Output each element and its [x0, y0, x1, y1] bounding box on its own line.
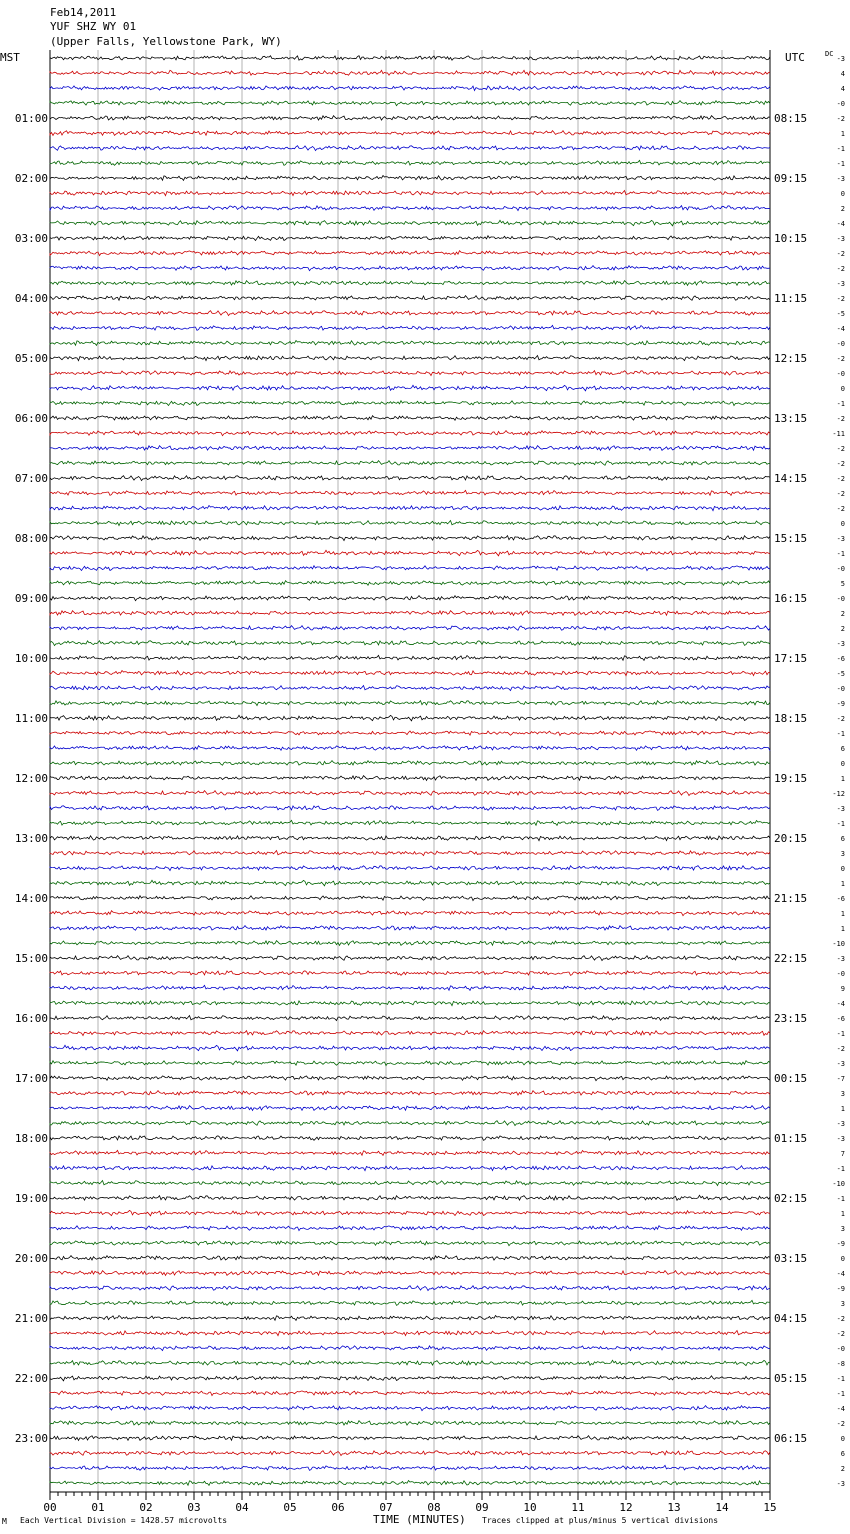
dc-offset-label: 0: [840, 1435, 845, 1443]
utc-hour-label: 13:15: [774, 412, 808, 425]
dc-offset-label: -0: [836, 340, 845, 348]
utc-hour-label: 08:15: [774, 112, 808, 125]
seismic-trace: [50, 1031, 770, 1036]
dc-offset-label: -10: [832, 1180, 845, 1188]
utc-hour-label: 04:15: [774, 1312, 808, 1325]
mst-hour-label: 16:00: [14, 1012, 48, 1025]
dc-offset-label: 9: [840, 985, 845, 993]
x-tick-label: 04: [235, 1501, 249, 1514]
dc-offset-label: -0: [836, 100, 845, 108]
seismic-trace: [50, 1121, 770, 1126]
x-tick-label: 02: [139, 1501, 153, 1514]
seismic-trace: [50, 611, 770, 616]
dc-offset-label: -1: [836, 145, 845, 153]
seismic-trace: [50, 521, 770, 526]
seismic-trace: [50, 116, 770, 120]
seismic-trace: [50, 1286, 770, 1291]
seismic-trace: [50, 1406, 770, 1411]
dc-offset-label: -1: [836, 1030, 845, 1038]
dc-offset-label: -4: [836, 1270, 845, 1278]
seismic-trace: [50, 1210, 770, 1215]
seismic-trace: [50, 836, 770, 841]
mst-hour-label: 15:00: [14, 952, 48, 965]
dc-offset-label: -3: [836, 535, 845, 543]
dc-offset-label: -10: [832, 940, 845, 948]
utc-hour-label: 18:15: [774, 712, 808, 725]
mst-hour-label: 01:00: [14, 112, 48, 125]
utc-hour-label: 11:15: [774, 292, 808, 305]
dc-offset-label: -6: [836, 895, 845, 903]
dc-offset-label: -2: [836, 460, 845, 468]
seismic-trace: [50, 1360, 770, 1365]
mst-hour-labels: [15, 112, 48, 1445]
mst-hour-label: 14:00: [14, 892, 48, 905]
dc-offset-label: 6: [840, 745, 845, 753]
utc-hour-label: 01:15: [774, 1132, 808, 1145]
mst-hour-label: 20:00: [14, 1252, 48, 1265]
dc-offset-label: 0: [840, 385, 845, 393]
utc-hour-label: 19:15: [774, 772, 808, 785]
seismic-trace: [50, 146, 770, 151]
time-axis: [43, 1492, 776, 1514]
x-tick-label: 00: [43, 1501, 57, 1514]
mst-hour-label: 09:00: [14, 592, 48, 605]
utc-hour-label: 05:15: [774, 1372, 808, 1385]
dc-offset-label: 1: [840, 925, 845, 933]
dc-offset-label: -2: [836, 265, 845, 273]
seismic-trace: [50, 550, 770, 556]
seismic-trace: [50, 461, 770, 466]
dc-offset-label: 2: [840, 205, 845, 213]
dc-offset-label: -7: [836, 1075, 845, 1083]
dc-offset-label: 2: [840, 625, 845, 633]
seismic-trace: [50, 686, 770, 691]
seismic-trace: [50, 1150, 770, 1155]
seismic-trace: [50, 1436, 770, 1441]
x-axis-title: TIME (MINUTES): [373, 1513, 466, 1526]
left-timezone-label: MST: [0, 51, 20, 64]
dc-offset-label: 6: [840, 835, 845, 843]
seismic-trace: [50, 371, 770, 376]
seismic-trace: [50, 655, 770, 660]
dc-offset-label: -0: [836, 565, 845, 573]
seismic-trace: [50, 776, 770, 781]
dc-offset-label: 6: [840, 1450, 845, 1458]
utc-hour-label: 10:15: [774, 232, 808, 245]
mst-hour-label: 02:00: [14, 172, 48, 185]
dc-offset-label: 5: [840, 580, 845, 588]
seismic-trace: [50, 341, 770, 346]
mst-hour-label: 03:00: [14, 232, 48, 245]
dc-offset-label: -0: [836, 1345, 845, 1353]
seismic-trace: [50, 1300, 770, 1305]
dc-offset-label: -3: [836, 805, 845, 813]
dc-offset-label: -5: [836, 670, 845, 678]
seismic-trace: [50, 715, 770, 721]
dc-offset-label: 0: [840, 1255, 845, 1263]
seismic-trace: [50, 236, 770, 241]
clip-note: Traces clipped at plus/minus 5 vertical divisions: [482, 1516, 719, 1525]
seismic-trace: [50, 626, 770, 631]
date-title: Feb14,2011: [50, 6, 117, 19]
dc-offset-labels: [832, 55, 845, 1488]
seismic-trace: [50, 1451, 770, 1456]
dc-offset-label: -4: [836, 220, 845, 228]
mst-hour-label: 21:00: [14, 1312, 48, 1325]
mst-hour-label: 04:00: [14, 292, 48, 305]
utc-hour-label: 23:15: [774, 1012, 808, 1025]
dc-offset-label: -8: [836, 1360, 845, 1368]
seismic-trace: [50, 281, 770, 286]
seismic-traces: [50, 56, 770, 1486]
dc-offset-label: -2: [836, 250, 845, 258]
dc-offset-label: 4: [840, 85, 845, 93]
seismic-trace: [50, 1226, 770, 1231]
seismic-trace: [50, 176, 770, 181]
seismic-trace: [50, 1181, 770, 1186]
seismic-trace: [50, 356, 770, 361]
utc-hour-label: 17:15: [774, 652, 808, 665]
seismic-trace: [50, 1376, 770, 1381]
dc-offset-label: -9: [836, 1240, 845, 1248]
x-tick-label: 13: [667, 1501, 681, 1514]
dc-offset-label: -2: [836, 715, 845, 723]
dc-offset-label: -2: [836, 295, 845, 303]
dc-offset-label: -4: [836, 325, 845, 333]
seismic-trace: [50, 1076, 770, 1081]
dc-offset-label: -2: [836, 415, 845, 423]
utc-hour-label: 06:15: [774, 1432, 808, 1445]
seismic-trace: [50, 941, 770, 946]
dc-offset-label: -2: [836, 115, 845, 123]
dc-column-header: DC: [825, 50, 834, 58]
seismic-trace: [50, 746, 770, 751]
mst-hour-label: 17:00: [14, 1072, 48, 1085]
dc-offset-label: 4: [840, 70, 845, 78]
station-title: YUF SHZ WY 01: [50, 20, 137, 33]
mst-hour-label: 12:00: [14, 772, 48, 785]
dc-offset-label: 3: [840, 850, 845, 858]
location-title: (Upper Falls, Yellowstone Park, WY): [50, 35, 282, 48]
x-tick-label: 15: [763, 1501, 777, 1514]
seismic-trace: [50, 926, 770, 931]
seismic-trace: [50, 476, 770, 481]
seismic-trace: [50, 311, 770, 316]
seismic-trace: [50, 431, 770, 436]
dc-offset-label: -1: [836, 1195, 845, 1203]
seismic-trace: [50, 86, 770, 91]
right-timezone-label: UTC: [785, 51, 805, 64]
mst-hour-label: 11:00: [14, 712, 48, 725]
seismic-trace: [50, 160, 770, 165]
x-tick-label: 03: [187, 1501, 201, 1514]
seismic-trace: [50, 1331, 770, 1336]
dc-offset-label: 2: [840, 610, 845, 618]
seismic-trace: [50, 1091, 770, 1095]
seismic-trace: [50, 1346, 770, 1351]
seismic-trace: [50, 896, 770, 901]
x-tick-label: 12: [619, 1501, 633, 1514]
seismic-trace: [50, 566, 770, 571]
seismic-trace: [50, 671, 770, 676]
seismic-trace: [50, 971, 770, 975]
x-tick-label: 06: [331, 1501, 345, 1514]
utc-hour-label: 20:15: [774, 832, 808, 845]
seismic-trace: [50, 1421, 770, 1425]
seismic-trace: [50, 266, 770, 271]
seismic-trace: [50, 1045, 770, 1051]
x-tick-label: 11: [571, 1501, 585, 1514]
dc-offset-label: -9: [836, 700, 845, 708]
dc-offset-label: -2: [836, 1330, 845, 1338]
seismic-trace: [50, 296, 770, 301]
dc-offset-label: -1: [836, 160, 845, 168]
seismic-trace: [50, 1481, 770, 1486]
dc-offset-label: -11: [832, 430, 845, 438]
seismic-trace: [50, 581, 770, 586]
seismic-trace: [50, 731, 770, 736]
dc-offset-label: 1: [840, 1210, 845, 1218]
x-tick-label: 10: [523, 1501, 537, 1514]
dc-offset-label: 1: [840, 775, 845, 783]
seismic-trace: [50, 70, 770, 75]
seismic-trace: [50, 701, 770, 706]
dc-offset-label: 3: [840, 1225, 845, 1233]
seismic-trace: [50, 806, 770, 810]
mst-hour-label: 07:00: [14, 472, 48, 485]
mst-hour-label: 10:00: [14, 652, 48, 665]
mst-hour-label: 18:00: [14, 1132, 48, 1145]
seismic-trace: [50, 1001, 770, 1006]
seismic-trace: [50, 956, 770, 961]
x-tick-label: 14: [715, 1501, 729, 1514]
dc-offset-label: 3: [840, 1300, 845, 1308]
seismic-trace: [50, 820, 770, 825]
dc-offset-label: 1: [840, 880, 845, 888]
seismic-trace: [50, 251, 770, 256]
seismic-trace: [50, 506, 770, 511]
scale-note: Each Vertical Division = 1428.57 microvolts: [20, 1516, 228, 1525]
x-tick-label: 01: [91, 1501, 105, 1514]
dc-offset-label: -0: [836, 970, 845, 978]
dc-offset-label: 0: [840, 760, 845, 768]
dc-offset-label: -3: [836, 280, 845, 288]
dc-offset-label: 1: [840, 130, 845, 138]
seismic-trace: [50, 416, 770, 421]
dc-offset-label: -1: [836, 1375, 845, 1383]
x-tick-label: 08: [427, 1501, 441, 1514]
dc-offset-label: 0: [840, 190, 845, 198]
dc-offset-label: -2: [836, 490, 845, 498]
seismic-trace: [50, 385, 770, 391]
seismic-trace: [50, 880, 770, 886]
seismic-trace: [50, 1016, 770, 1021]
dc-offset-label: 3: [840, 1090, 845, 1098]
seismic-trace: [50, 791, 770, 796]
seismic-trace: [50, 1166, 770, 1171]
seismic-trace: [50, 1241, 770, 1246]
mst-hour-label: 23:00: [14, 1432, 48, 1445]
utc-hour-label: 00:15: [774, 1072, 808, 1085]
dc-offset-label: -1: [836, 820, 845, 828]
seismic-trace: [50, 1465, 770, 1470]
dc-offset-label: -1: [836, 400, 845, 408]
seismic-trace: [50, 1195, 770, 1200]
dc-offset-label: -4: [836, 1405, 845, 1413]
x-tick-label: 09: [475, 1501, 489, 1514]
seismic-trace: [50, 1256, 770, 1260]
dc-offset-label: -9: [836, 1285, 845, 1293]
dc-offset-label: -2: [836, 475, 845, 483]
dc-offset-label: -3: [836, 55, 845, 63]
dc-offset-label: -0: [836, 370, 845, 378]
seismic-trace: [50, 101, 770, 106]
mst-hour-label: 06:00: [14, 412, 48, 425]
seismic-trace: [50, 866, 770, 871]
seismic-trace: [50, 56, 770, 60]
dc-offset-label: -2: [836, 445, 845, 453]
seismic-trace: [50, 446, 770, 451]
seismic-trace: [50, 1106, 770, 1111]
dc-offset-label: -3: [836, 175, 845, 183]
minute-grid: [50, 50, 770, 1492]
dc-offset-label: -2: [836, 1420, 845, 1428]
dc-offset-label: -0: [836, 685, 845, 693]
dc-offset-label: -3: [836, 235, 845, 243]
dc-offset-label: 0: [840, 520, 845, 528]
mst-hour-label: 22:00: [14, 1372, 48, 1385]
dc-offset-label: -3: [836, 1480, 845, 1488]
utc-hour-labels: [774, 112, 807, 1445]
seismic-trace: [50, 641, 770, 646]
seismic-trace: [50, 911, 770, 916]
x-tick-label: 05: [283, 1501, 297, 1514]
dc-offset-label: -12: [832, 790, 845, 798]
dc-offset-label: -2: [836, 1315, 845, 1323]
seismic-trace: [50, 1136, 770, 1140]
dc-offset-label: -3: [836, 640, 845, 648]
dc-offset-label: 1: [840, 910, 845, 918]
seismic-trace: [50, 1271, 770, 1276]
seismic-trace: [50, 401, 770, 406]
dc-offset-label: -2: [836, 505, 845, 513]
utc-hour-label: 16:15: [774, 592, 808, 605]
utc-hour-label: 02:15: [774, 1192, 808, 1205]
seismic-trace: [50, 191, 770, 196]
utc-hour-label: 09:15: [774, 172, 808, 185]
seismic-trace: [50, 1391, 770, 1396]
dc-offset-label: -2: [836, 1045, 845, 1053]
dc-offset-label: -2: [836, 355, 845, 363]
seismic-trace: [50, 851, 770, 856]
seismic-trace: [50, 596, 770, 601]
dc-offset-label: -1: [836, 730, 845, 738]
utc-hour-label: 15:15: [774, 532, 808, 545]
dc-offset-label: -1: [836, 550, 845, 558]
seismic-trace: [50, 206, 770, 211]
dc-offset-label: 2: [840, 1465, 845, 1473]
seismic-trace: [50, 490, 770, 495]
dc-offset-label: -5: [836, 310, 845, 318]
dc-offset-label: 7: [840, 1150, 845, 1158]
utc-hour-label: 21:15: [774, 892, 808, 905]
mst-hour-label: 13:00: [14, 832, 48, 845]
mst-hour-label: 19:00: [14, 1192, 48, 1205]
dc-offset-label: -3: [836, 1120, 845, 1128]
utc-hour-label: 22:15: [774, 952, 808, 965]
mst-hour-label: 05:00: [14, 352, 48, 365]
seismic-trace: [50, 220, 770, 226]
seismic-trace: [50, 131, 770, 136]
utc-hour-label: 03:15: [774, 1252, 808, 1265]
seismic-trace: [50, 985, 770, 990]
seismic-trace: [50, 325, 770, 330]
dc-offset-label: 0: [840, 865, 845, 873]
dc-offset-label: -0: [836, 595, 845, 603]
corner-mark: M: [2, 1517, 7, 1526]
mst-hour-label: 08:00: [14, 532, 48, 545]
utc-hour-label: 14:15: [774, 472, 808, 485]
utc-hour-label: 12:15: [774, 352, 808, 365]
seismic-trace: [50, 761, 770, 766]
x-tick-label: 07: [379, 1501, 393, 1514]
seismic-trace: [50, 1061, 770, 1066]
dc-offset-label: -3: [836, 1060, 845, 1068]
dc-offset-label: -1: [836, 1390, 845, 1398]
dc-offset-label: 1: [840, 1105, 845, 1113]
dc-offset-label: -4: [836, 1000, 845, 1008]
dc-offset-label: -1: [836, 1165, 845, 1173]
dc-offset-label: -3: [836, 955, 845, 963]
dc-offset-label: -3: [836, 1135, 845, 1143]
dc-offset-label: -6: [836, 1015, 845, 1023]
seismic-trace: [50, 536, 770, 541]
dc-offset-label: -6: [836, 655, 845, 663]
seismic-trace: [50, 1316, 770, 1321]
